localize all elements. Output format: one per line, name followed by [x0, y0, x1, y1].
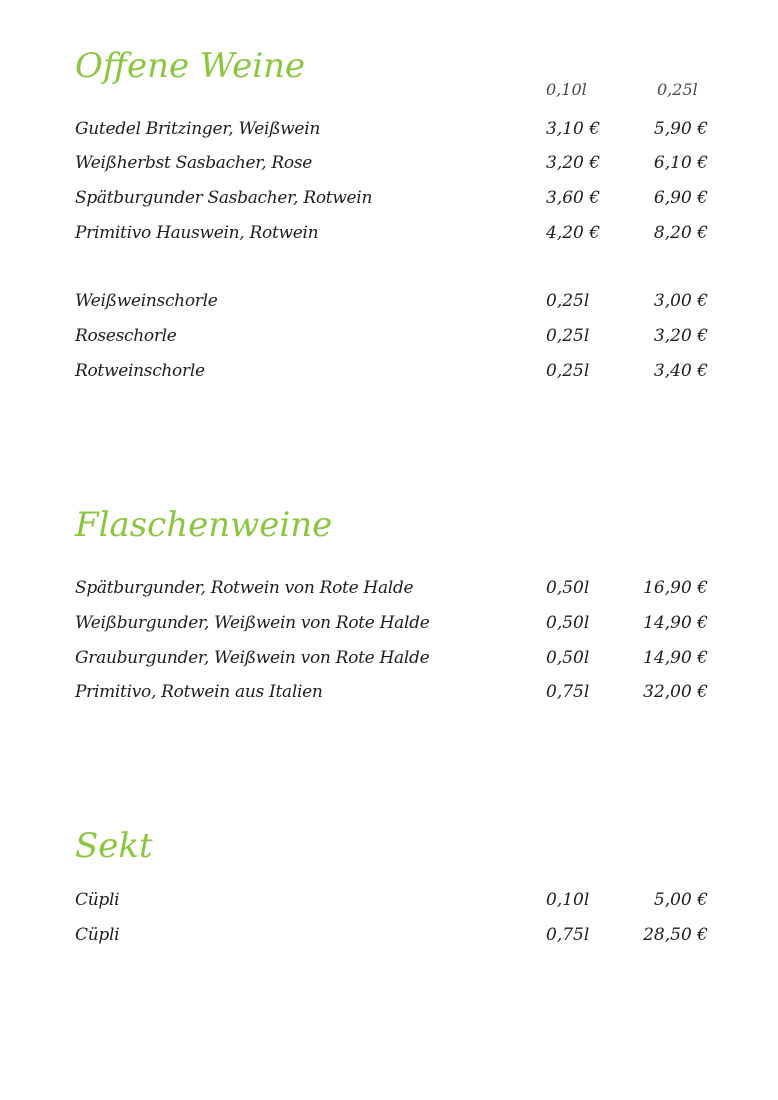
section-title-offene-weine: Offene Weine [75, 46, 306, 86]
list-item [0, 117, 778, 141]
item-price: 3,20 € [653, 326, 708, 346]
item-price: 28,50 € [643, 925, 708, 945]
item-price-large: 8,20 € [653, 223, 708, 243]
item-name: Primitivo Hauswein, Rotwein [75, 223, 319, 243]
item-price-large: 6,10 € [653, 153, 708, 173]
item-price: 14,90 € [643, 648, 708, 668]
item-name: Gutedel Britzinger, Weißwein [75, 119, 320, 139]
list-item [0, 923, 778, 947]
list-item [0, 221, 778, 245]
item-name: Cüpli [75, 925, 120, 945]
column-header-large: 0,25l [657, 80, 698, 99]
list-item [0, 611, 778, 635]
item-price: 5,00 € [653, 890, 708, 910]
item-price-small: 3,60 € [546, 188, 601, 208]
item-name: Weißherbst Sasbacher, Rose [75, 153, 313, 173]
list-item [0, 888, 778, 912]
item-size: 0,25l [546, 361, 590, 381]
item-price: 3,00 € [653, 291, 708, 311]
item-name: Cüpli [75, 890, 120, 910]
list-item [0, 680, 778, 704]
item-size: 0,50l [546, 578, 590, 598]
list-item [0, 576, 778, 600]
list-item [0, 359, 778, 383]
item-price: 3,40 € [653, 361, 708, 381]
item-price-small: 4,20 € [546, 223, 601, 243]
section-title-flaschenweine: Flaschenweine [75, 505, 333, 545]
list-item [0, 151, 778, 175]
item-size: 0,75l [546, 925, 590, 945]
item-name: Weißweinschorle [75, 291, 218, 311]
item-price-small: 3,20 € [546, 153, 601, 173]
item-price-large: 6,90 € [653, 188, 708, 208]
item-size: 0,50l [546, 613, 590, 633]
list-item [0, 646, 778, 670]
item-name: Weißburgunder, Weißwein von Rote Halde [75, 613, 430, 633]
section-title-sekt: Sekt [75, 826, 153, 866]
item-price-large: 5,90 € [653, 119, 708, 139]
list-item [0, 324, 778, 348]
item-size: 0,25l [546, 291, 590, 311]
item-price: 32,00 € [643, 682, 708, 702]
item-size: 0,25l [546, 326, 590, 346]
item-price: 16,90 € [643, 578, 708, 598]
item-name: Spätburgunder Sasbacher, Rotwein [75, 188, 373, 208]
item-name: Primitivo, Rotwein aus Italien [75, 682, 323, 702]
item-size: 0,75l [546, 682, 590, 702]
item-price-small: 3,10 € [546, 119, 601, 139]
item-name: Spätburgunder, Rotwein von Rote Halde [75, 578, 414, 598]
list-item [0, 186, 778, 210]
item-name: Grauburgunder, Weißwein von Rote Halde [75, 648, 430, 668]
item-price: 14,90 € [643, 613, 708, 633]
item-size: 0,50l [546, 648, 590, 668]
item-name: Rotweinschorle [75, 361, 205, 381]
item-name: Roseschorle [75, 326, 177, 346]
item-size: 0,10l [546, 890, 590, 910]
list-item [0, 289, 778, 313]
column-header-small: 0,10l [546, 80, 587, 99]
